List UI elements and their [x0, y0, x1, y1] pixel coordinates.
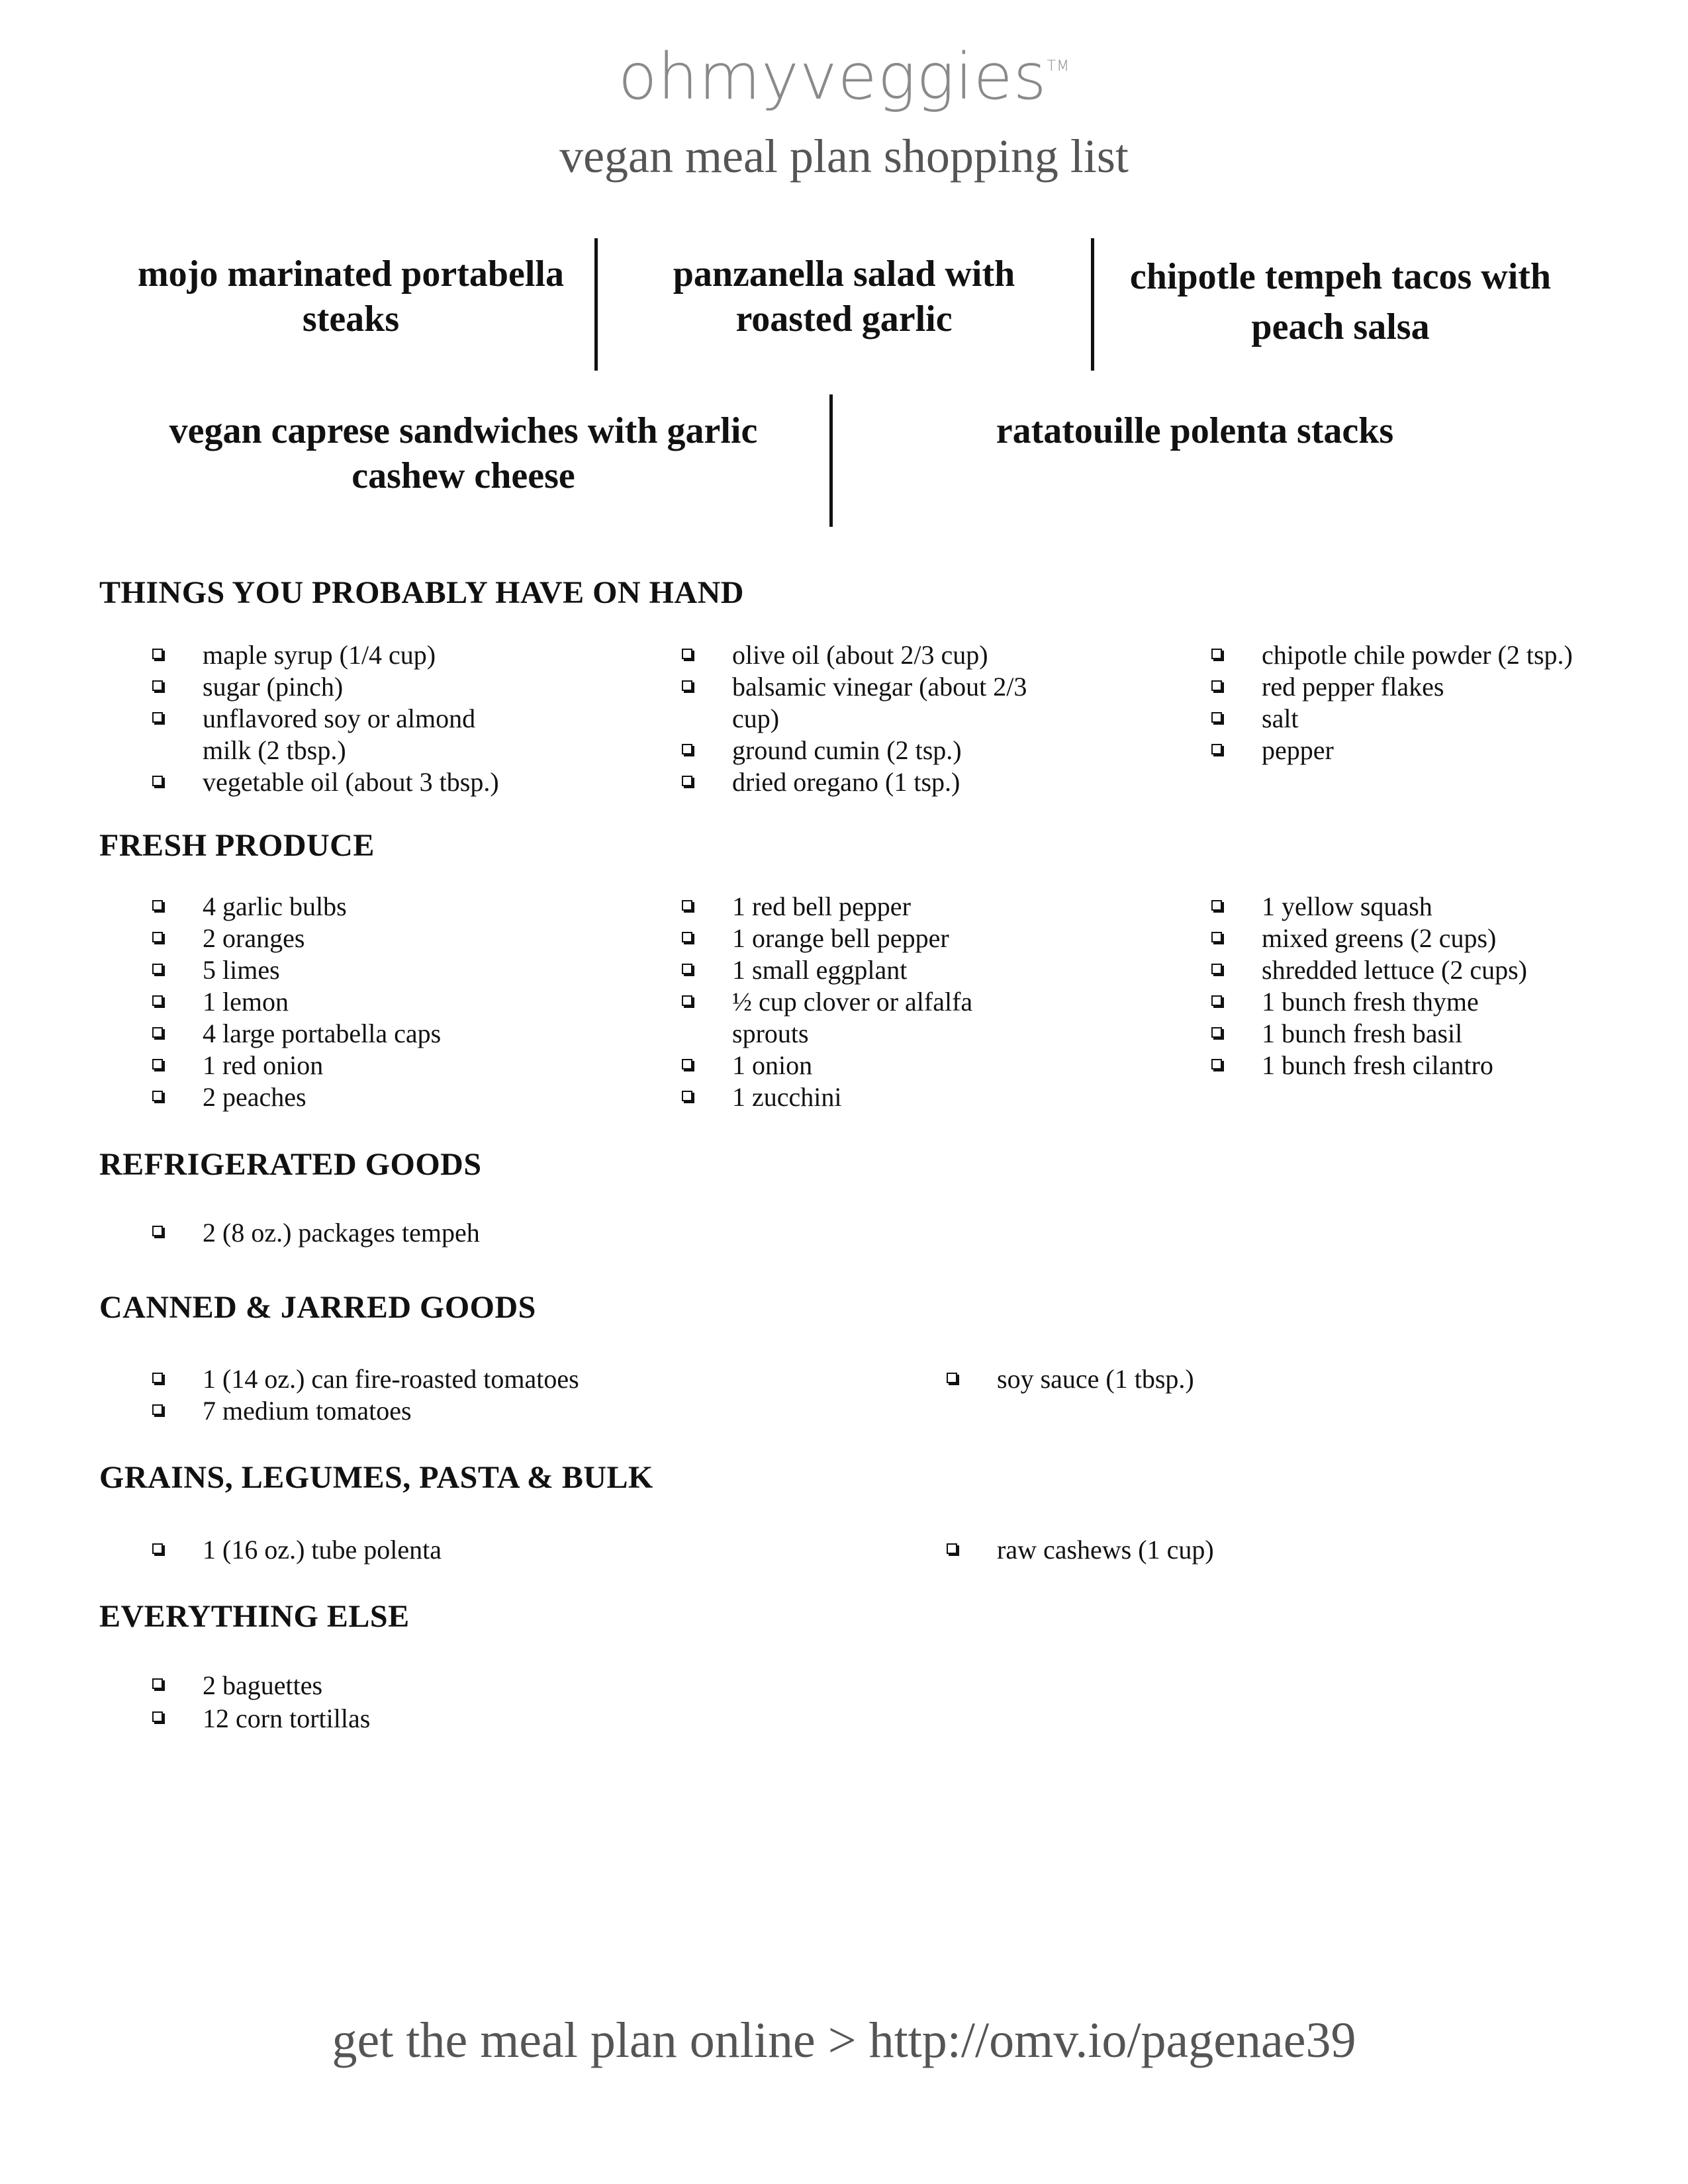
item-label: 1 yellow squash [1262, 891, 1432, 921]
checkbox-icon[interactable] [682, 1059, 692, 1069]
shopping-item[interactable] [144, 891, 608, 923]
shopping-item[interactable] [674, 1081, 1071, 1113]
item-label: 4 large portabella caps [203, 1019, 442, 1048]
checkbox-icon[interactable] [152, 1226, 163, 1236]
checkbox-icon[interactable] [1211, 900, 1222, 911]
checkbox-icon[interactable] [1211, 1027, 1222, 1038]
item-label: 1 red bell pepper [732, 891, 911, 921]
checkbox-icon[interactable] [1211, 712, 1222, 723]
recipe-title-line: vegan caprese sandwiches with garlic [169, 410, 758, 451]
item-label: 1 zucchini [732, 1082, 842, 1112]
shopping-item[interactable] [1203, 954, 1627, 986]
checkbox-icon[interactable] [1211, 1059, 1222, 1069]
recipe-title-line: panzanella salad with [673, 253, 1015, 295]
checkbox-icon[interactable] [152, 1027, 163, 1038]
shopping-item[interactable] [1203, 1018, 1627, 1050]
checkbox-icon[interactable] [152, 932, 163, 942]
recipe-title-1 [93, 251, 609, 341]
recipe-title-line: mojo marinated portabella [138, 253, 564, 295]
shopping-item[interactable] [674, 986, 1010, 1050]
shopping-item[interactable] [1203, 923, 1627, 954]
section-heading-refrigerated: REFRIGERATED GOODS [99, 1147, 482, 1182]
checkbox-icon[interactable] [1211, 932, 1222, 942]
on-hand-list-col-2 [674, 639, 1071, 798]
checkbox-icon[interactable] [947, 1373, 957, 1383]
checkbox-icon[interactable] [152, 1059, 163, 1069]
item-label: 2 baguettes [203, 1670, 323, 1700]
shopping-item[interactable] [1203, 735, 1627, 766]
item-label: 2 (8 oz.) packages tempeh [203, 1218, 480, 1248]
checkbox-icon[interactable] [947, 1543, 957, 1554]
item-label: 5 limes [203, 955, 280, 985]
checkbox-icon[interactable] [682, 680, 692, 691]
recipe-title-line: peach salsa [1251, 306, 1430, 347]
item-label: 1 orange bell pepper [732, 923, 949, 953]
item-label: unflavored soy or almond milk (2 tbsp.) [203, 704, 476, 765]
checkbox-icon[interactable] [152, 1373, 163, 1383]
item-label: vegetable oil (about 3 tbsp.) [203, 767, 499, 797]
item-label: dried oregano (1 tsp.) [732, 767, 961, 797]
shopping-item[interactable] [1203, 891, 1627, 923]
checkbox-icon[interactable] [682, 900, 692, 911]
recipe-title-3 [1099, 251, 1582, 352]
shopping-item[interactable] [144, 639, 608, 671]
item-label: red pepper flakes [1262, 672, 1444, 702]
everything-else-list [144, 1669, 740, 1735]
recipe-title-4 [106, 408, 821, 498]
refrigerated-list [144, 1216, 740, 1250]
shopping-item[interactable] [144, 1395, 872, 1427]
checkbox-icon[interactable] [152, 1678, 163, 1689]
shopping-item[interactable] [674, 639, 1071, 671]
checkbox-icon[interactable] [152, 680, 163, 691]
shopping-item[interactable] [144, 954, 608, 986]
shopping-item[interactable] [674, 735, 1071, 766]
checkbox-icon[interactable] [1211, 744, 1222, 754]
checkbox-icon[interactable] [682, 1091, 692, 1101]
checkbox-icon[interactable] [1211, 680, 1222, 691]
grains-list-col-1 [144, 1534, 872, 1566]
shopping-item[interactable] [144, 1702, 740, 1735]
checkbox-icon[interactable] [682, 776, 692, 786]
checkbox-icon[interactable] [152, 712, 163, 723]
checkbox-icon[interactable] [152, 964, 163, 974]
checkbox-icon[interactable] [682, 932, 692, 942]
shopping-item[interactable] [1203, 1050, 1627, 1081]
produce-list-col-3 [1203, 891, 1627, 1081]
shopping-item[interactable] [674, 954, 1071, 986]
item-label: raw cashews (1 cup) [997, 1535, 1214, 1565]
item-label: shredded lettuce (2 cups) [1262, 955, 1527, 985]
canned-list-col-1 [144, 1363, 872, 1427]
shopping-item[interactable] [144, 1081, 608, 1113]
shopping-item[interactable] [144, 1018, 608, 1050]
shopping-item[interactable] [144, 923, 608, 954]
item-label: sugar (pinch) [203, 672, 344, 702]
divider [829, 394, 833, 527]
item-label: balsamic vinegar (about 2/3 cup) [732, 672, 1027, 733]
checkbox-icon[interactable] [1211, 964, 1222, 974]
item-label: olive oil (about 2/3 cup) [732, 640, 988, 670]
item-label: 12 corn tortillas [203, 1704, 371, 1733]
produce-list-col-1 [144, 891, 608, 1113]
item-label: 1 (14 oz.) can fire-roasted tomatoes [203, 1364, 579, 1394]
item-label: 4 garlic bulbs [203, 891, 347, 921]
shopping-item[interactable] [674, 671, 1050, 735]
checkbox-icon[interactable] [152, 1091, 163, 1101]
checkbox-icon[interactable] [152, 1543, 163, 1554]
item-label: 1 small eggplant [732, 955, 908, 985]
item-label: ½ cup clover or alfalfa sprouts [732, 987, 973, 1048]
footer-link-text[interactable]: get the meal plan online > http://omv.io/pagenae39 [332, 2013, 1356, 2068]
page-title: vegan meal plan shopping list [559, 130, 1129, 183]
section-heading-on-hand: THINGS YOU PROBABLY HAVE ON HAND [99, 575, 744, 610]
item-label: 1 bunch fresh cilantro [1262, 1050, 1493, 1080]
section-heading-everything-else: EVERYTHING ELSE [99, 1599, 410, 1634]
shopping-item[interactable] [674, 766, 1071, 798]
item-label: pepper [1262, 735, 1334, 765]
item-label: 1 onion [732, 1050, 813, 1080]
item-label: 2 peaches [203, 1082, 306, 1112]
checkbox-icon[interactable] [1211, 995, 1222, 1006]
shopping-item[interactable] [1203, 986, 1627, 1018]
shopping-item[interactable] [674, 1050, 1071, 1081]
logo-text: ohmyveggies [618, 40, 1047, 114]
shopping-item[interactable] [1203, 671, 1627, 703]
shopping-item[interactable] [674, 923, 1071, 954]
item-label: maple syrup (1/4 cup) [203, 640, 436, 670]
item-label: chipotle chile powder (2 tsp.) [1262, 640, 1573, 670]
shopping-item[interactable] [144, 1050, 608, 1081]
shopping-item[interactable] [144, 671, 608, 703]
shopping-item[interactable] [144, 1216, 740, 1250]
item-label: 1 red onion [203, 1050, 324, 1080]
shopping-item[interactable] [1203, 703, 1627, 735]
shopping-item[interactable] [144, 703, 494, 766]
checkbox-icon[interactable] [152, 995, 163, 1006]
recipe-title-line: cashew cheese [352, 455, 575, 496]
canned-list-col-2 [939, 1363, 1534, 1395]
checkbox-icon[interactable] [152, 1404, 163, 1415]
item-label: 1 bunch fresh basil [1262, 1019, 1463, 1048]
shopping-item[interactable] [144, 766, 608, 798]
on-hand-list-col-1 [144, 639, 608, 798]
item-label: 1 bunch fresh thyme [1262, 987, 1479, 1017]
section-heading-canned: CANNED & JARRED GOODS [99, 1290, 536, 1325]
shopping-item[interactable] [144, 1669, 740, 1702]
shopping-item[interactable] [939, 1363, 1534, 1395]
recipe-title-line: ratatouille polenta stacks [996, 410, 1394, 451]
item-label: salt [1262, 704, 1299, 733]
section-heading-grains: GRAINS, LEGUMES, PASTA & BULK [99, 1460, 653, 1495]
recipe-title-line: chipotle tempeh tacos with [1129, 256, 1552, 297]
recipe-title-line: roasted garlic [735, 298, 953, 340]
item-label: soy sauce (1 tbsp.) [997, 1364, 1194, 1394]
shopping-item[interactable] [674, 891, 1071, 923]
checkbox-icon[interactable] [152, 649, 163, 659]
item-label: ground cumin (2 tsp.) [732, 735, 962, 765]
produce-list-col-2 [674, 891, 1071, 1113]
trademark-mark: TM [1047, 58, 1070, 75]
item-label: 2 oranges [203, 923, 305, 953]
item-label: 1 lemon [203, 987, 289, 1017]
item-label: mixed greens (2 cups) [1262, 923, 1497, 953]
checkbox-icon[interactable] [1211, 649, 1222, 659]
item-label: 1 (16 oz.) tube polenta [203, 1535, 442, 1565]
divider [1091, 238, 1094, 371]
site-logo [0, 40, 1688, 114]
shopping-item[interactable] [144, 986, 608, 1018]
on-hand-list-col-3 [1203, 639, 1627, 766]
section-heading-produce: FRESH PRODUCE [99, 828, 375, 863]
item-label: 7 medium tomatoes [203, 1396, 412, 1426]
checkbox-icon[interactable] [682, 995, 692, 1006]
grains-list-col-2 [939, 1534, 1534, 1566]
recipe-title-2 [602, 251, 1086, 341]
recipe-title-5 [837, 408, 1552, 453]
checkbox-icon[interactable] [682, 964, 692, 974]
checkbox-icon[interactable] [152, 776, 163, 786]
shopping-item[interactable] [144, 1363, 872, 1395]
checkbox-icon[interactable] [682, 649, 692, 659]
shopping-item[interactable] [144, 1534, 872, 1566]
checkbox-icon[interactable] [152, 900, 163, 911]
shopping-item[interactable] [939, 1534, 1534, 1566]
divider [594, 238, 598, 371]
checkbox-icon[interactable] [152, 1711, 163, 1722]
recipe-title-line: steaks [302, 298, 400, 340]
shopping-item[interactable] [1203, 639, 1627, 671]
checkbox-icon[interactable] [682, 744, 692, 754]
